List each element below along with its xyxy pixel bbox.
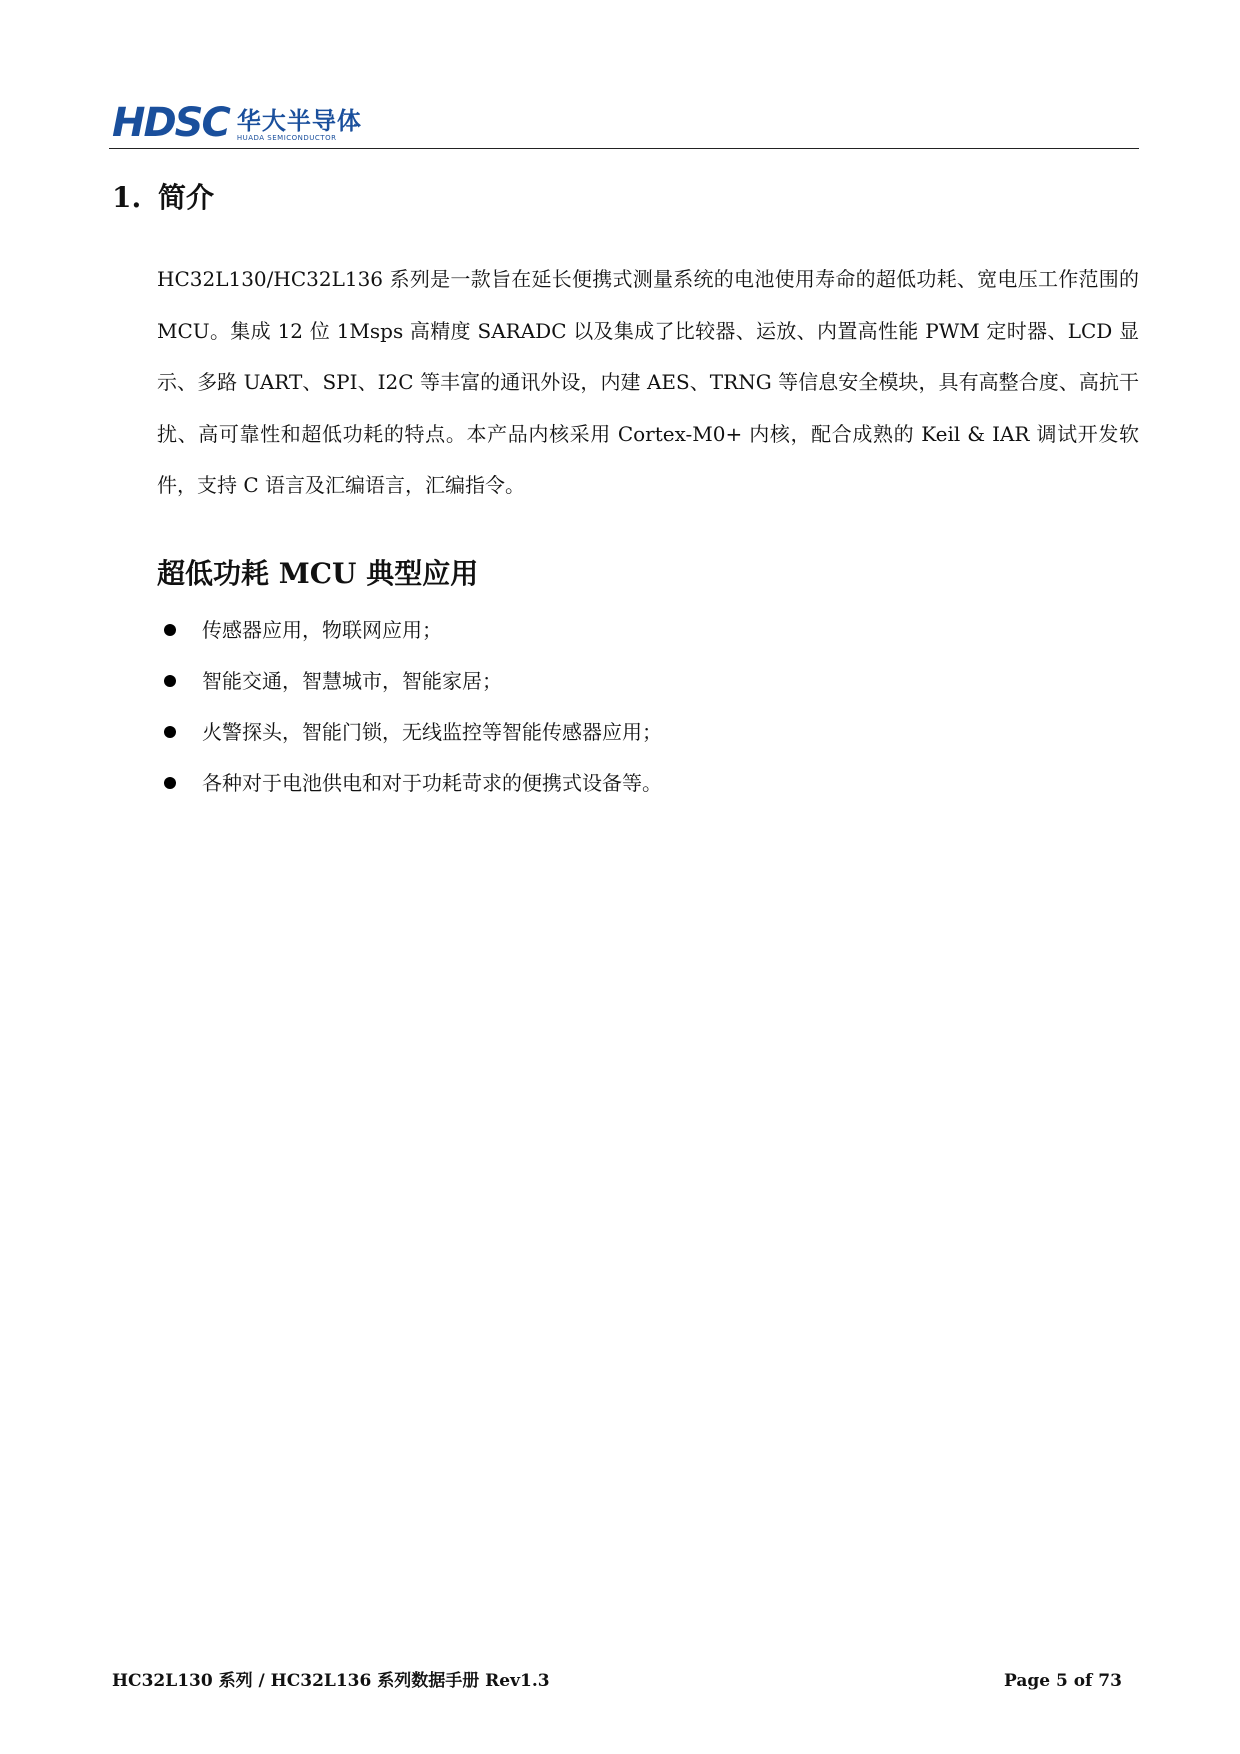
- list-item-text: 火警探头，智能门锁，无线监控等智能传感器应用；: [202, 720, 662, 744]
- applications-list: [164, 615, 662, 819]
- bullet-icon: [164, 777, 176, 789]
- logo-english-name: HUADA SEMICONDUCTOR: [236, 134, 337, 142]
- header-divider: [109, 148, 1139, 149]
- list-item-text: 传感器应用，物联网应用；: [202, 618, 442, 642]
- list-item: [164, 615, 662, 666]
- bullet-icon: [164, 624, 176, 636]
- applications-heading: 超低功耗 MCU 典型应用: [157, 557, 479, 590]
- intro-paragraph: HC32L130/HC32L136 系列是一款旨在延长便携式测量系统的电池使用寿命的超低功耗、宽电压工作范围的 MCU。集成 12 位 1Msps 高精度 SARADC 以及集成了比较器、运放、内置高性能 PWM 定时器、LCD 显示、多路 UART、SPI、I2C 等丰富的通讯外设，内建 AES、TRNG 等信息安全模块，具有高整合度、高抗干扰、高可靠性和超低功耗的特点。本产品内核采用 Cortex-M0+ 内核，配合成熟的 Keil & IAR 调试开发软件，支持 C 语言及汇编语言，汇编指令。: [157, 267, 1139, 497]
- company-logo: [112, 100, 362, 146]
- bullet-icon: [164, 726, 176, 738]
- logo-text: [237, 108, 362, 143]
- section-number: 1.: [112, 181, 142, 214]
- list-item-text: 智能交通，智慧城市，智能家居；: [202, 669, 502, 693]
- logo-chinese-name: 华大半导体: [236, 107, 362, 135]
- footer-page-number: Page 5 of 73: [1004, 1671, 1122, 1691]
- bullet-icon: [164, 675, 176, 687]
- section-heading: [112, 180, 214, 216]
- list-item: [164, 666, 662, 717]
- list-item: [164, 768, 662, 819]
- list-item-text: 各种对于电池供电和对于功耗苛求的便携式设备等。: [202, 771, 662, 795]
- list-item: [164, 717, 662, 768]
- logo-mark: HDSC: [112, 100, 229, 146]
- section-title: 简介: [158, 181, 215, 214]
- footer-document-title: HC32L130 系列 / HC32L136 系列数据手册 Rev1.3: [112, 1671, 550, 1691]
